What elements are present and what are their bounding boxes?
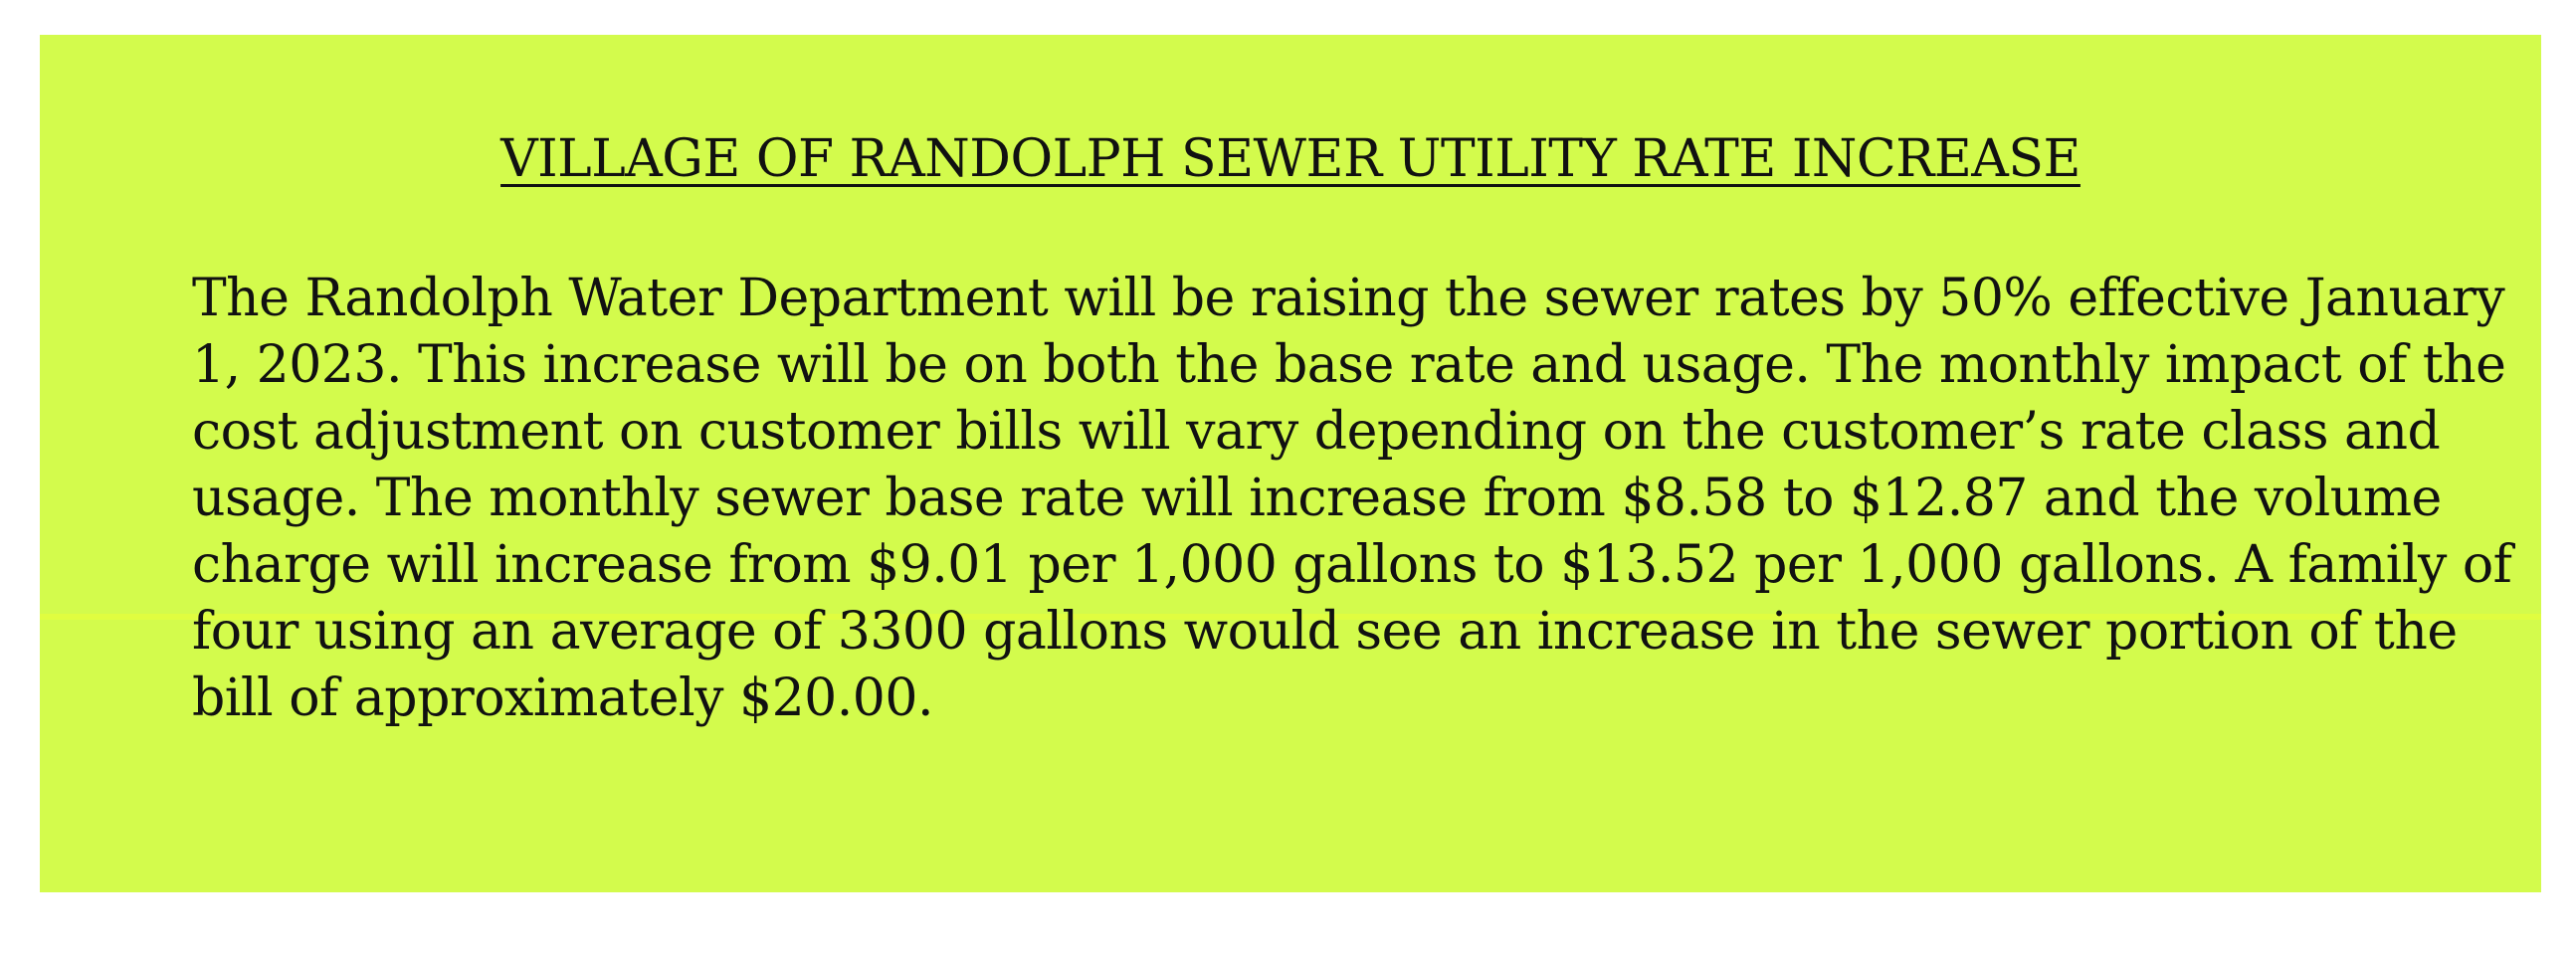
body-line: usage. The monthly sewer base rate will increase from $8.58 to $12.87 and the volume [192, 469, 2442, 528]
notice-panel [40, 35, 2541, 892]
body-line: The Randolph Water Department will be raising the sewer rates by 50% effective January [192, 269, 2505, 328]
body-line: 1, 2023. This increase will be on both the base rate and usage. The monthly impact of the [192, 335, 2506, 395]
notice-body [192, 266, 2512, 732]
body-line: cost adjustment on customer bills will vary depending on the customer’s rate class and [192, 402, 2441, 462]
body-line: bill of approximately $20.00. [192, 668, 933, 728]
body-line: charge will increase from $9.01 per 1,000 gallons to $13.52 per 1,000 gallons. A family of [192, 535, 2512, 595]
notice-title: VILLAGE OF RANDOLPH SEWER UTILITY RATE INCREASE [500, 129, 2081, 189]
body-line: four using an average of 3300 gallons would see an increase in the sewer portion of the [192, 602, 2458, 662]
